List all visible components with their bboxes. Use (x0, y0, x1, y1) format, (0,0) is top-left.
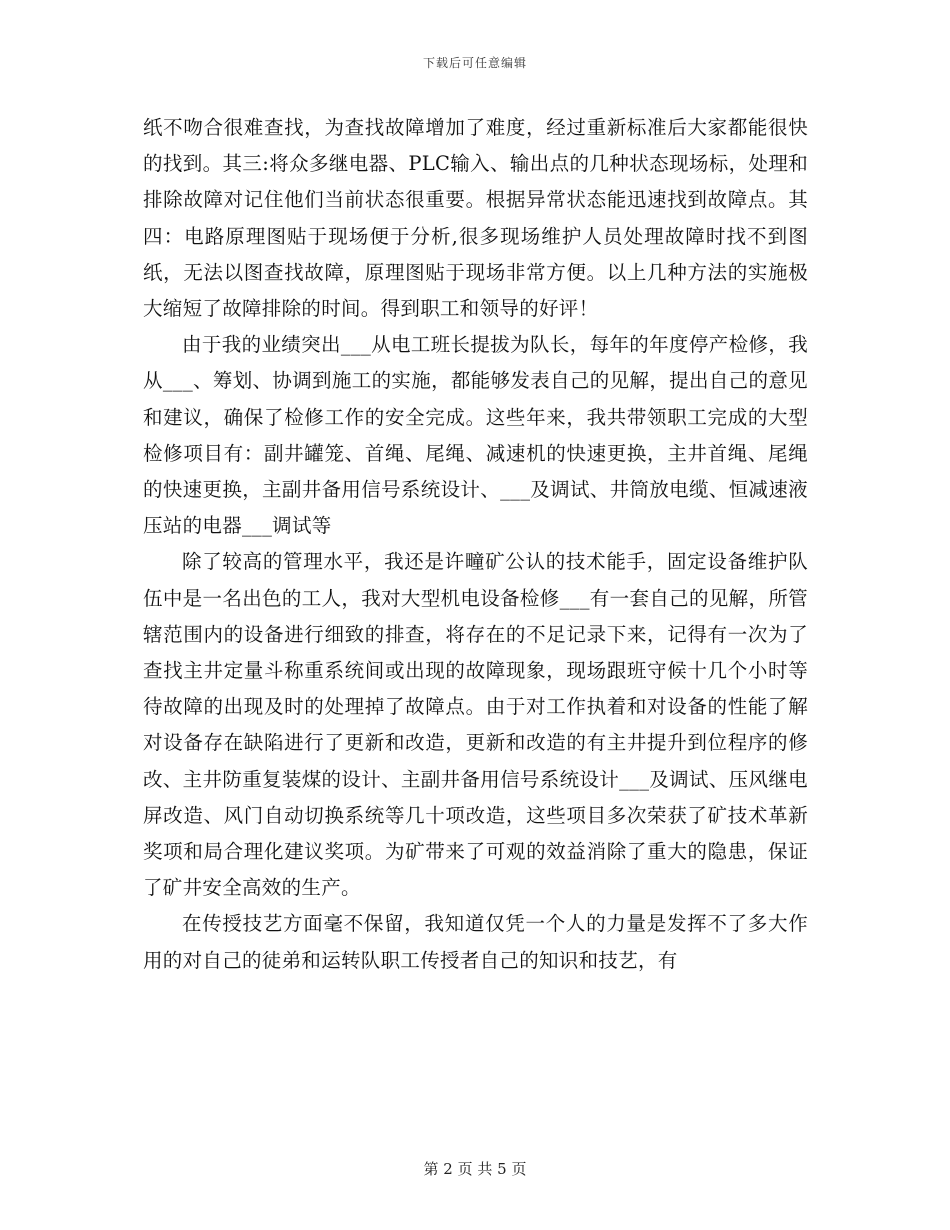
page-header-note: 下载后可任意编辑 (422, 56, 527, 70)
paragraph-teaching: 在传授技艺方面毫不保留，我知道仅凭一个人的力量是发挥不了多大作用的对自己的徒弟和运转队职工传授者自己的知识和技艺，有 (143, 912, 808, 972)
paragraph-technical-skill: 除了较高的管理水平，我还是许疃矿公认的技术能手，固定设备维护队伍中是一名出色的工人，我对大型机电设备检修___有一套自己的见解，所管辖范围内的设备进行细致的排查，将存在的不足记录下来，记得有一次为了查找主井定量斗称重系统间或出现的故障现象，现场跟班守候十几个小时等待故障的出现及时的处理掉了故障点。由于对工作执着和对设备的性能了解对设备存在缺陷进行了更新和改造，更新和改造的有主井提升到位程序的修改、主井防重复装煤的设计、主副井备用信号系统设计___及调试、压风继电屏改造、风门自动切换系统等几十项改造，这些项目多次荣获了矿技术革新奖项和局合理化建议奖项。为矿带来了可观的效益消除了重大的隐患，保证了矿井安全高效的生产。 (143, 550, 808, 900)
paragraph-continuation: 纸不吻合很难查找，为查找故障增加了难度，经过重新标准后大家都能很快的找到。其三:将众多继电器、PLC输入、输出点的几种状态现场标，处理和排除故障对记住他们当前状态很重要。根据异常状态能迅速找到故障点。其四：电路原理图贴于现场便于分析,很多现场维护人员处理故障时找不到图纸，无法以图查找故障，原理图贴于现场非常方便。以上几种方法的实施极大缩短了故障排除的时间。得到职工和领导的好评！ (143, 116, 808, 321)
page-number: 第 2 页 共 5 页 (423, 1160, 527, 1178)
paragraph-promotion: 由于我的业绩突出___从电工班长提拔为队长，每年的年度停产检修，我从___、筹划、协调到施工的实施，都能够发表自己的见解，提出自己的意见和建议，确保了检修工作的安全完成。这些年来，我共带领职工完成的大型检修项目有：副井罐笼、首绳、尾绳、减速机的快速更换，主井首绳、尾绳的快速更换，主副井备用信号系统设计、___及调试、井筒放电缆、恒减速液压站的电器___调试等 (143, 333, 808, 538)
document-body (143, 110, 808, 979)
